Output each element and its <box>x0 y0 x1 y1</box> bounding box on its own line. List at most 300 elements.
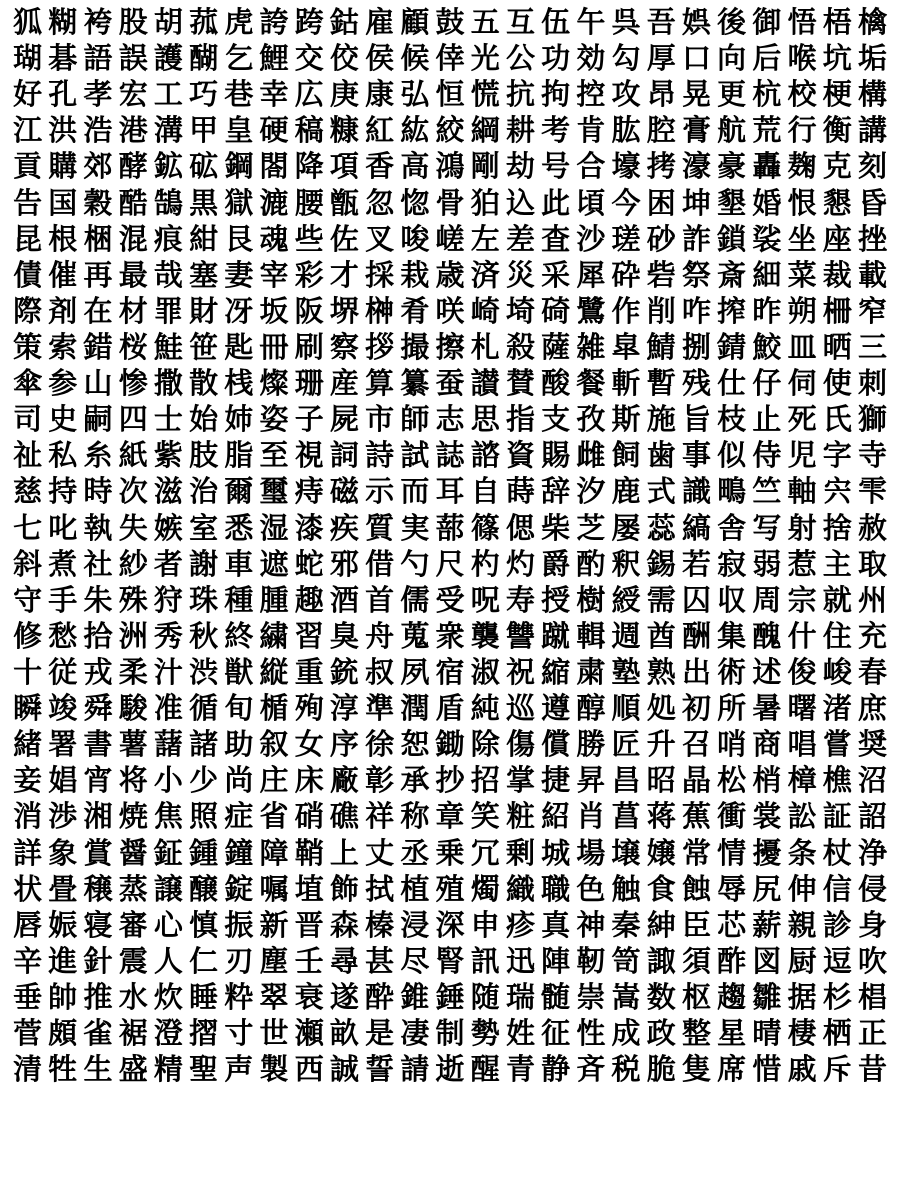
kanji-glyph: 蕉 <box>681 799 711 834</box>
kanji-glyph: 娼 <box>48 763 78 798</box>
kanji-glyph: 貢 <box>13 149 43 184</box>
kanji-glyph: 畝 <box>329 1016 359 1051</box>
kanji-glyph: 渉 <box>48 799 78 834</box>
kanji-glyph: 巧 <box>189 77 219 112</box>
kanji-glyph: 春 <box>857 655 887 690</box>
kanji-glyph: 象 <box>48 835 78 870</box>
kanji-glyph: 庶 <box>857 691 887 726</box>
kanji-glyph: 晋 <box>294 907 324 942</box>
kanji-glyph: 暑 <box>752 691 782 726</box>
kanji-glyph: 五 <box>470 5 500 40</box>
kanji-glyph: 厨 <box>787 943 817 978</box>
kanji-glyph: 厚 <box>646 41 676 76</box>
kanji-glyph: 色 <box>576 871 606 906</box>
kanji-glyph: 症 <box>224 799 254 834</box>
glyph-row <box>10 510 890 546</box>
kanji-glyph: 杭 <box>752 77 782 112</box>
kanji-glyph: 硝 <box>294 799 324 834</box>
kanji-glyph: 諸 <box>189 727 219 762</box>
kanji-glyph: 荒 <box>752 113 782 148</box>
kanji-glyph: 更 <box>717 77 747 112</box>
kanji-glyph: 仕 <box>717 366 747 401</box>
kanji-glyph: 情 <box>717 835 747 870</box>
kanji-glyph: 招 <box>470 763 500 798</box>
kanji-glyph: 諮 <box>470 438 500 473</box>
kanji-glyph: 瑳 <box>611 221 641 256</box>
kanji-glyph: 神 <box>576 907 606 942</box>
kanji-glyph: 再 <box>83 257 113 292</box>
kanji-glyph: 栖 <box>822 1016 852 1051</box>
kanji-glyph: 砦 <box>646 257 676 292</box>
kanji-glyph: 青 <box>505 1052 535 1087</box>
kanji-glyph: 誠 <box>329 1052 359 1087</box>
kanji-glyph: 訟 <box>787 799 817 834</box>
kanji-glyph: 倖 <box>435 41 465 76</box>
kanji-glyph: 舜 <box>83 691 113 726</box>
kanji-glyph: 哉 <box>153 257 183 292</box>
kanji-glyph: 杖 <box>822 835 852 870</box>
kanji-glyph: 寂 <box>717 546 747 581</box>
kanji-glyph: 借 <box>365 546 395 581</box>
kanji-glyph: 座 <box>822 221 852 256</box>
kanji-glyph: 震 <box>118 943 148 978</box>
kanji-glyph: 嵩 <box>611 980 641 1014</box>
kanji-glyph: 市 <box>365 402 395 437</box>
kanji-glyph: 屍 <box>329 402 359 437</box>
kanji-glyph: 匙 <box>224 330 254 365</box>
kanji-glyph: 砕 <box>611 257 641 292</box>
kanji-glyph: 勺 <box>400 546 430 581</box>
kanji-glyph: 算 <box>365 366 395 401</box>
kanji-glyph: 今 <box>611 185 641 220</box>
kanji-glyph: 湘 <box>83 799 113 834</box>
kanji-glyph: 使 <box>822 366 852 401</box>
kanji-glyph: 殊 <box>118 582 148 617</box>
kanji-glyph: 左 <box>470 221 500 256</box>
kanji-glyph: 滋 <box>153 474 183 509</box>
kanji-glyph: 哨 <box>717 727 747 762</box>
kanji-glyph: 康 <box>365 77 395 112</box>
kanji-glyph: 静 <box>541 1052 571 1087</box>
kanji-glyph: 塵 <box>259 943 289 978</box>
kanji-glyph: 週 <box>611 618 641 653</box>
kanji-glyph: 魂 <box>259 221 289 256</box>
kanji-glyph: 詐 <box>681 221 711 256</box>
kanji-glyph: 際 <box>13 293 43 328</box>
kanji-glyph: 腰 <box>294 185 324 220</box>
kanji-glyph: 孜 <box>576 402 606 437</box>
kanji-glyph: 搾 <box>717 293 747 328</box>
kanji-glyph: 取 <box>857 546 887 581</box>
kanji-glyph: 鉱 <box>153 149 183 184</box>
kanji-glyph: 札 <box>470 330 500 365</box>
kanji-glyph: 護 <box>153 41 183 76</box>
kanji-glyph: 従 <box>48 655 78 690</box>
kanji-glyph: 呉 <box>611 5 641 40</box>
kanji-glyph: 墾 <box>717 185 747 220</box>
kanji-glyph: 朱 <box>83 582 113 617</box>
kanji-glyph: 所 <box>717 691 747 726</box>
kanji-glyph: 些 <box>294 221 324 256</box>
kanji-glyph: 衆 <box>435 618 465 653</box>
kanji-glyph: 鞘 <box>294 835 324 870</box>
kanji-glyph: 詩 <box>365 438 395 473</box>
glyph-row <box>10 148 890 184</box>
kanji-glyph: 吾 <box>646 5 676 40</box>
kanji-glyph: 庄 <box>259 763 289 798</box>
kanji-glyph: 偲 <box>505 510 535 545</box>
kanji-glyph: 国 <box>48 185 78 220</box>
kanji-glyph: 差 <box>505 221 535 256</box>
kanji-glyph: 惚 <box>400 185 430 220</box>
kanji-glyph: 埼 <box>505 293 535 328</box>
kanji-glyph: 壬 <box>294 943 324 978</box>
kanji-glyph: 崎 <box>470 293 500 328</box>
kanji-glyph: 硬 <box>259 113 289 148</box>
kanji-glyph: 持 <box>48 474 78 509</box>
kanji-glyph: 樹 <box>576 582 606 617</box>
kanji-glyph: 漉 <box>259 185 289 220</box>
kanji-glyph: 鋼 <box>224 149 254 184</box>
kanji-glyph: 剤 <box>48 293 78 328</box>
kanji-glyph: 償 <box>541 727 571 762</box>
kanji-glyph: 床 <box>294 763 324 798</box>
kanji-glyph: 鴫 <box>717 474 747 509</box>
kanji-glyph: 譲 <box>153 871 183 906</box>
kanji-glyph: 紫 <box>153 438 183 473</box>
kanji-glyph: 将 <box>118 763 148 798</box>
kanji-glyph: 喉 <box>787 41 817 76</box>
kanji-glyph: 勢 <box>470 1016 500 1051</box>
kanji-glyph: 宍 <box>822 474 852 509</box>
kanji-glyph: 痔 <box>294 474 324 509</box>
kanji-glyph: 醸 <box>189 871 219 906</box>
glyph-row <box>10 4 890 40</box>
kanji-glyph: 止 <box>752 402 782 437</box>
kanji-glyph: 閤 <box>259 149 289 184</box>
kanji-glyph: 召 <box>681 727 711 762</box>
kanji-glyph: 合 <box>576 149 606 184</box>
kanji-glyph: 試 <box>400 438 430 473</box>
kanji-glyph: 請 <box>400 1052 430 1087</box>
kanji-glyph: 塞 <box>189 257 219 292</box>
glyph-row <box>10 871 890 907</box>
kanji-glyph: 収 <box>717 582 747 617</box>
kanji-glyph: 後 <box>717 5 747 40</box>
kanji-glyph: 坑 <box>822 41 852 76</box>
kanji-glyph: 讐 <box>505 618 535 653</box>
kanji-glyph: 図 <box>752 943 782 978</box>
kanji-glyph: 酷 <box>118 185 148 220</box>
kanji-glyph: 垢 <box>857 41 887 76</box>
kanji-glyph: 甚 <box>365 943 395 978</box>
kanji-glyph: 皐 <box>611 330 641 365</box>
kanji-glyph: 跨 <box>294 5 324 40</box>
kanji-glyph: 洲 <box>118 618 148 653</box>
kanji-glyph: 制 <box>435 1016 465 1051</box>
kanji-glyph: 暫 <box>646 366 676 401</box>
kanji-glyph: 混 <box>118 221 148 256</box>
kanji-glyph: 薯 <box>118 727 148 762</box>
kanji-glyph: 申 <box>470 907 500 942</box>
kanji-glyph: 舎 <box>717 510 747 545</box>
kanji-glyph: 浄 <box>857 835 887 870</box>
kanji-glyph: 察 <box>329 330 359 365</box>
kanji-glyph: 耕 <box>505 113 535 148</box>
kanji-glyph: 坂 <box>259 293 289 328</box>
kanji-glyph: 是 <box>365 1016 395 1051</box>
kanji-glyph: 治 <box>189 474 219 509</box>
kanji-glyph: 咲 <box>435 293 465 328</box>
kanji-glyph: 昇 <box>576 763 606 798</box>
kanji-glyph: 数 <box>646 980 676 1014</box>
kanji-glyph: 勝 <box>576 727 606 762</box>
kanji-glyph: 好 <box>13 77 43 112</box>
kanji-glyph: 紙 <box>118 438 148 473</box>
kanji-glyph: 質 <box>365 510 395 545</box>
kanji-glyph: 需 <box>646 582 676 617</box>
kanji-glyph: 抄 <box>435 763 465 798</box>
kanji-glyph: 在 <box>83 293 113 328</box>
kanji-glyph: 序 <box>329 727 359 762</box>
kanji-glyph: 小 <box>153 763 183 798</box>
kanji-glyph: 子 <box>294 402 324 437</box>
kanji-glyph: 掌 <box>505 763 535 798</box>
kanji-glyph: 昆 <box>13 221 43 256</box>
kanji-glyph: 誓 <box>365 1052 395 1087</box>
kanji-glyph: 裳 <box>752 799 782 834</box>
kanji-glyph: 恒 <box>435 77 465 112</box>
kanji-glyph: 逗 <box>822 943 852 978</box>
kanji-glyph: 晒 <box>822 330 852 365</box>
kanji-glyph: 秀 <box>153 618 183 653</box>
kanji-glyph: 釈 <box>611 546 641 581</box>
kanji-glyph: 障 <box>259 835 289 870</box>
kanji-glyph: 祭 <box>681 257 711 292</box>
kanji-glyph: 衝 <box>717 799 747 834</box>
kanji-glyph: 書 <box>83 727 113 762</box>
kanji-glyph: 秦 <box>611 907 641 942</box>
kanji-glyph: 汐 <box>576 474 606 509</box>
kanji-glyph: 股 <box>118 5 148 40</box>
kanji-glyph: 寝 <box>83 907 113 942</box>
kanji-glyph: 嫉 <box>153 510 183 545</box>
kanji-glyph: 醐 <box>189 41 219 76</box>
kanji-glyph: 飾 <box>329 871 359 906</box>
kanji-glyph: 婚 <box>752 185 782 220</box>
kanji-glyph: 遵 <box>541 691 571 726</box>
kanji-glyph: 時 <box>83 474 113 509</box>
kanji-glyph: 趣 <box>294 582 324 617</box>
kanji-glyph: 叙 <box>259 727 289 762</box>
kanji-glyph: 思 <box>470 402 500 437</box>
kanji-glyph: 蒸 <box>118 871 148 906</box>
kanji-glyph: 酢 <box>717 943 747 978</box>
kanji-glyph: 据 <box>787 980 817 1014</box>
kanji-glyph: 戎 <box>83 655 113 690</box>
kanji-glyph: 控 <box>576 77 606 112</box>
kanji-glyph: 熟 <box>646 655 676 690</box>
kanji-glyph: 尽 <box>400 943 430 978</box>
kanji-glyph: 廠 <box>329 763 359 798</box>
kanji-glyph: 檎 <box>857 5 887 40</box>
kanji-glyph: 首 <box>365 582 395 617</box>
kanji-glyph: 拶 <box>365 330 395 365</box>
kanji-glyph: 甲 <box>189 113 219 148</box>
kanji-glyph: 衰 <box>294 980 324 1014</box>
kanji-glyph: 辱 <box>717 871 747 906</box>
glyph-row <box>10 221 890 257</box>
kanji-glyph: 食 <box>646 871 676 906</box>
kanji-glyph: 誌 <box>435 438 465 473</box>
kanji-glyph: 校 <box>787 77 817 112</box>
kanji-glyph: 昭 <box>646 763 676 798</box>
kanji-glyph: 菰 <box>189 5 219 40</box>
kanji-glyph: 江 <box>13 113 43 148</box>
kanji-glyph: 性 <box>576 1016 606 1051</box>
kanji-glyph: 雑 <box>576 330 606 365</box>
kanji-glyph: 裁 <box>822 257 852 292</box>
kanji-glyph: 室 <box>189 510 219 545</box>
kanji-glyph: 稿 <box>294 113 324 148</box>
kanji-glyph: 雌 <box>576 438 606 473</box>
kanji-glyph: 惜 <box>752 1052 782 1087</box>
kanji-glyph: 主 <box>822 546 852 581</box>
kanji-glyph: 竣 <box>48 691 78 726</box>
kanji-glyph: 構 <box>857 77 887 112</box>
kanji-glyph: 採 <box>365 257 395 292</box>
kanji-glyph: 軸 <box>787 474 817 509</box>
glyph-row <box>10 582 890 618</box>
kanji-glyph: 細 <box>752 257 782 292</box>
kanji-glyph: 刺 <box>857 366 887 401</box>
glyph-row <box>10 112 890 148</box>
kanji-glyph: 順 <box>611 691 641 726</box>
kanji-glyph: 鍾 <box>189 835 219 870</box>
kanji-glyph: 糸 <box>83 438 113 473</box>
kanji-glyph: 宵 <box>83 763 113 798</box>
kanji-glyph: 士 <box>153 402 183 437</box>
glyph-row <box>10 293 890 329</box>
kanji-glyph: 姓 <box>505 1016 535 1051</box>
kanji-glyph: 燭 <box>470 871 500 906</box>
kanji-glyph: 御 <box>752 5 782 40</box>
kanji-glyph: 冴 <box>224 293 254 328</box>
kanji-glyph: 公 <box>505 41 535 76</box>
kanji-glyph: 恨 <box>787 185 817 220</box>
kanji-glyph: 汁 <box>153 655 183 690</box>
kanji-glyph: 煮 <box>48 546 78 581</box>
kanji-glyph: 黒 <box>189 185 219 220</box>
kanji-glyph: 人 <box>153 943 183 978</box>
kanji-glyph: 裾 <box>118 1016 148 1051</box>
kanji-glyph: 酵 <box>118 149 148 184</box>
kanji-glyph: 遂 <box>329 980 359 1014</box>
kanji-glyph: 糊 <box>48 5 78 40</box>
kanji-glyph: 酔 <box>365 980 395 1014</box>
kanji-glyph: 沙 <box>576 221 606 256</box>
kanji-glyph: 受 <box>435 582 465 617</box>
kanji-glyph: 鈷 <box>329 5 359 40</box>
kanji-glyph: 酬 <box>681 618 711 653</box>
kanji-glyph: 若 <box>681 546 711 581</box>
kanji-glyph: 竺 <box>752 474 782 509</box>
kanji-glyph: 摺 <box>189 1016 219 1051</box>
kanji-glyph: 示 <box>365 474 395 509</box>
kanji-glyph: 正 <box>857 1016 887 1051</box>
kanji-glyph: 榊 <box>365 293 395 328</box>
kanji-glyph: 斥 <box>822 1052 852 1087</box>
kanji-glyph: 薪 <box>752 907 782 942</box>
kanji-glyph: 粋 <box>224 980 254 1014</box>
glyph-row <box>10 185 890 221</box>
kanji-glyph: 尺 <box>435 546 465 581</box>
kanji-glyph: 杉 <box>822 980 852 1014</box>
kanji-glyph: 常 <box>681 835 711 870</box>
kanji-glyph: 慎 <box>189 907 219 942</box>
kanji-glyph: 寿 <box>505 582 535 617</box>
kanji-glyph: 振 <box>224 907 254 942</box>
kanji-glyph: 俊 <box>787 655 817 690</box>
kanji-glyph: 触 <box>611 871 641 906</box>
kanji-glyph: 芯 <box>717 907 747 942</box>
kanji-glyph: 醒 <box>470 1052 500 1087</box>
kanji-glyph: 児 <box>787 438 817 473</box>
kanji-glyph: 醜 <box>752 618 782 653</box>
kanji-glyph: 昨 <box>752 293 782 328</box>
kanji-glyph: 習 <box>294 618 324 653</box>
kanji-glyph: 骨 <box>435 185 465 220</box>
kanji-glyph: 真 <box>541 907 571 942</box>
kanji-glyph: 醤 <box>118 835 148 870</box>
kanji-glyph: 星 <box>717 1016 747 1051</box>
kanji-glyph: 彰 <box>365 763 395 798</box>
kanji-glyph: 后 <box>752 41 782 76</box>
kanji-glyph: 削 <box>646 293 676 328</box>
kanji-glyph: 準 <box>365 691 395 726</box>
kanji-glyph: 桜 <box>118 330 148 365</box>
kanji-glyph: 娠 <box>48 907 78 942</box>
kanji-glyph: 雛 <box>752 980 782 1014</box>
kanji-glyph: 才 <box>329 257 359 292</box>
kanji-glyph: 謝 <box>189 546 219 581</box>
kanji-glyph: 精 <box>153 1052 183 1087</box>
kanji-glyph: 審 <box>118 907 148 942</box>
kanji-glyph: 散 <box>189 366 219 401</box>
kanji-glyph: 聖 <box>189 1052 219 1087</box>
kanji-glyph: 刃 <box>224 943 254 978</box>
kanji-glyph: 循 <box>189 691 219 726</box>
kanji-glyph: 蒋 <box>646 799 676 834</box>
kanji-glyph: 慌 <box>470 77 500 112</box>
kanji-glyph: 斉 <box>576 1052 606 1087</box>
kanji-glyph: 逝 <box>435 1052 465 1087</box>
kanji-glyph: 輯 <box>576 618 606 653</box>
kanji-glyph: 松 <box>717 763 747 798</box>
kanji-glyph: 署 <box>48 727 78 762</box>
kanji-glyph: 宰 <box>259 257 289 292</box>
kanji-glyph: 紹 <box>541 799 571 834</box>
kanji-glyph: 唇 <box>13 907 43 942</box>
kanji-glyph: 薩 <box>541 330 571 365</box>
kanji-glyph: 准 <box>153 691 183 726</box>
kanji-glyph: 徐 <box>365 727 395 762</box>
kanji-glyph: 恕 <box>400 727 430 762</box>
kanji-glyph: 述 <box>752 655 782 690</box>
kanji-glyph: 催 <box>48 257 78 292</box>
kanji-glyph: 顧 <box>400 5 430 40</box>
glyph-row <box>10 835 890 871</box>
